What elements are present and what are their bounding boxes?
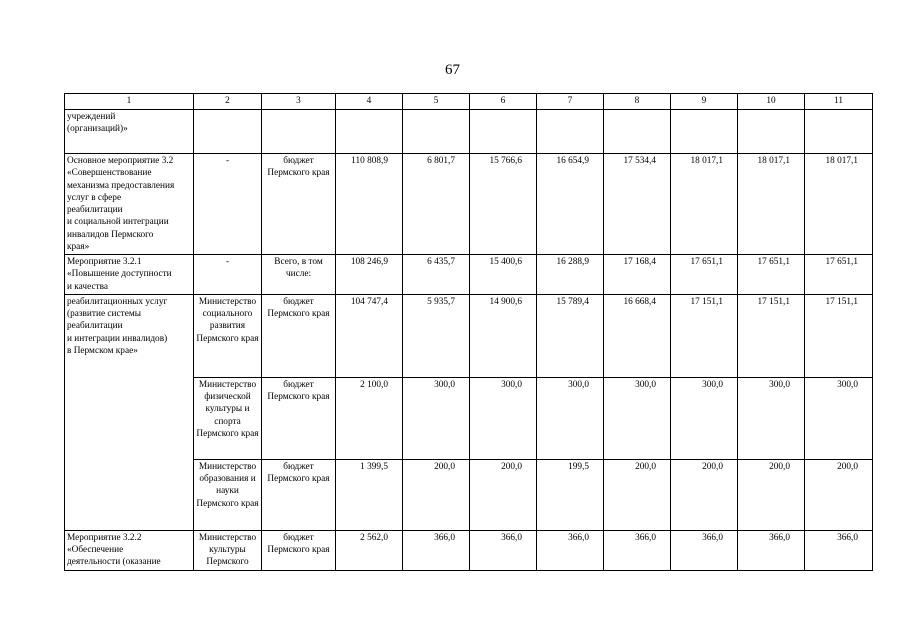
amount-cell: [604, 110, 671, 154]
amount-cell: 15 789,4: [537, 294, 604, 377]
activity-name-cell: [65, 530, 194, 570]
activity-name-cell: [65, 255, 194, 295]
funding-source-cell: бюджет Пермского края: [262, 154, 336, 255]
amount-cell: 200,0: [805, 459, 873, 530]
funding-source-cell: бюджет Пермского края: [262, 459, 336, 530]
header-row: [65, 94, 873, 110]
activity-name-line: (организаций)»: [67, 124, 128, 135]
funding-source-cell: [262, 110, 336, 154]
funding-source-cell: Всего, в том числе:: [262, 255, 336, 295]
amount-cell: 17 534,4: [604, 154, 671, 255]
column-header: 9: [671, 94, 738, 110]
amount-cell: 18 017,1: [671, 154, 738, 255]
column-header: 10: [738, 94, 805, 110]
amount-cell: 17 168,4: [604, 255, 671, 295]
page-number: 67: [445, 62, 460, 78]
amount-cell: 200,0: [738, 459, 805, 530]
amount-cell: [336, 110, 403, 154]
amount-cell: 16 288,9: [537, 255, 604, 295]
amount-cell: 104 747,4: [336, 294, 403, 377]
column-header: 7: [537, 94, 604, 110]
executor-cell: Министерство образования и науки Пермского края: [194, 459, 262, 530]
column-header: 11: [805, 94, 873, 110]
column-header: 5: [403, 94, 470, 110]
amount-cell: [805, 110, 873, 154]
amount-cell: [537, 110, 604, 154]
activity-name-line: учреждений: [67, 112, 116, 122]
amount-cell: 300,0: [671, 377, 738, 459]
amount-cell: [470, 110, 537, 154]
amount-cell: 200,0: [403, 459, 470, 530]
amount-cell: 15 400,6: [470, 255, 537, 295]
activity-name-line: реабилитации: [67, 205, 123, 216]
activity-name-line: «Обеспечение: [67, 545, 124, 556]
amount-cell: 200,0: [470, 459, 537, 530]
activity-name-line: Мероприятие 3.2.1: [67, 257, 142, 268]
funding-source-cell: бюджет Пермского края: [262, 377, 336, 459]
amount-cell: 17 151,1: [671, 294, 738, 377]
executor-cell: Министерство культуры Пермского: [194, 530, 262, 570]
amount-cell: 18 017,1: [805, 154, 873, 255]
activity-name-line: (развитие системы: [67, 309, 141, 320]
amount-cell: 6 435,7: [403, 255, 470, 295]
activity-name-line: «Совершенствование: [67, 168, 152, 179]
amount-cell: 17 151,1: [805, 294, 873, 377]
amount-cell: 14 900,6: [470, 294, 537, 377]
column-header: 1: [65, 94, 194, 110]
amount-cell: 200,0: [604, 459, 671, 530]
amount-cell: 5 935,7: [403, 294, 470, 377]
amount-cell: 17 651,1: [805, 255, 873, 295]
amount-cell: 300,0: [738, 377, 805, 459]
activity-name-line: инвалидов Пермского: [67, 229, 154, 240]
table-row: [65, 255, 873, 295]
activity-name-line: услуг в сфере: [67, 192, 122, 203]
amount-cell: 199,5: [537, 459, 604, 530]
column-header: 2: [194, 94, 262, 110]
activity-name-line: «Повышение доступности: [67, 269, 172, 280]
activity-name-line: и интеграции инвалидов): [67, 333, 168, 344]
executor-cell: -: [194, 255, 262, 295]
funding-source-cell: бюджет Пермского края: [262, 294, 336, 377]
activity-name-cell: [65, 154, 194, 255]
amount-cell: 366,0: [738, 530, 805, 570]
amount-cell: 108 246,9: [336, 255, 403, 295]
activity-name-line: края»: [67, 241, 90, 252]
budget-table: [64, 93, 873, 571]
amount-cell: 6 801,7: [403, 154, 470, 255]
activity-name-line: механизма предоставления: [67, 180, 175, 191]
executor-cell: [194, 110, 262, 154]
amount-cell: [671, 110, 738, 154]
amount-cell: 110 808,9: [336, 154, 403, 255]
column-header: 6: [470, 94, 537, 110]
amount-cell: [738, 110, 805, 154]
amount-cell: 2 562,0: [336, 530, 403, 570]
activity-name-line: и социальной интеграции: [67, 217, 169, 228]
activity-name-line: и качества: [67, 281, 109, 292]
amount-cell: 366,0: [671, 530, 738, 570]
column-header: 8: [604, 94, 671, 110]
activity-name-line: Мероприятие 3.2.2: [67, 532, 142, 543]
amount-cell: 300,0: [403, 377, 470, 459]
amount-cell: 300,0: [604, 377, 671, 459]
table-row: [65, 530, 873, 570]
table-row: [65, 154, 873, 255]
amount-cell: 300,0: [537, 377, 604, 459]
amount-cell: 366,0: [470, 530, 537, 570]
amount-cell: 300,0: [805, 377, 873, 459]
amount-cell: 300,0: [470, 377, 537, 459]
amount-cell: [403, 110, 470, 154]
activity-name-cell: [65, 110, 194, 154]
amount-cell: 366,0: [403, 530, 470, 570]
amount-cell: 17 651,1: [738, 255, 805, 295]
executor-cell: Министерство социального развития Пермского края: [194, 294, 262, 377]
amount-cell: 16 668,4: [604, 294, 671, 377]
amount-cell: 17 651,1: [671, 255, 738, 295]
amount-cell: 16 654,9: [537, 154, 604, 255]
amount-cell: 366,0: [537, 530, 604, 570]
activity-name-cell: [65, 294, 194, 530]
amount-cell: 1 399,5: [336, 459, 403, 530]
executor-cell: -: [194, 154, 262, 255]
activity-name-line: в Пермском крае»: [67, 345, 138, 356]
table-row: [65, 294, 873, 377]
funding-source-cell: бюджет Пермского края: [262, 530, 336, 570]
column-header: 3: [262, 94, 336, 110]
amount-cell: 17 151,1: [738, 294, 805, 377]
activity-name-line: реабилитации: [67, 321, 123, 332]
activity-name-line: реабилитационных услуг: [67, 296, 168, 307]
amount-cell: 366,0: [604, 530, 671, 570]
amount-cell: 366,0: [805, 530, 873, 570]
amount-cell: 18 017,1: [738, 154, 805, 255]
amount-cell: 2 100,0: [336, 377, 403, 459]
executor-cell: Министерство физической культуры и спорта Пермского края: [194, 377, 262, 459]
column-header: 4: [336, 94, 403, 110]
activity-name-line: деятельности (оказание: [67, 557, 161, 568]
table-row: [65, 110, 873, 154]
amount-cell: 200,0: [671, 459, 738, 530]
amount-cell: 15 766,6: [470, 154, 537, 255]
activity-name-line: Основное мероприятие 3.2: [67, 156, 174, 166]
